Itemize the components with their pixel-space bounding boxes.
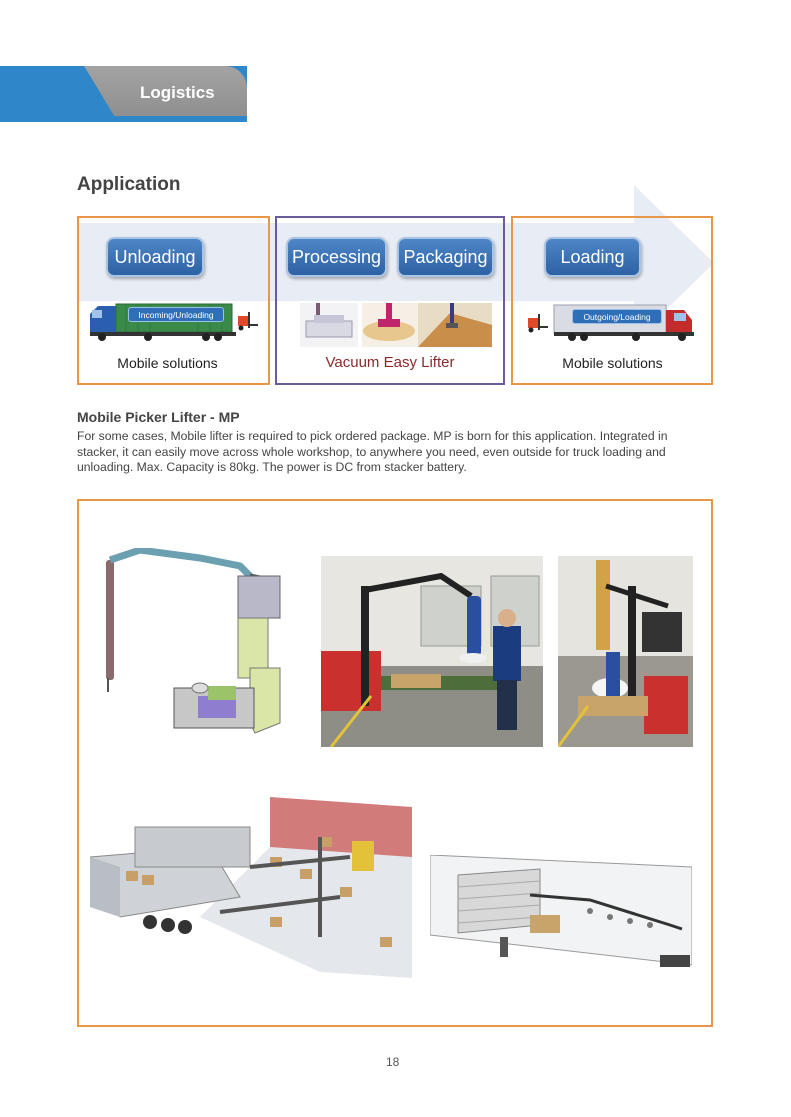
loading-label: Loading bbox=[544, 237, 641, 277]
product-description: For some cases, Mobile lifter is required to pick ordered package. MP is born for this application. Integrated in stacker, it can easily move across whole workshop, to anywhere you need, even outside for truck loading and unloading. Max. Capacity is 80kg. The power is DC from stacker battery. bbox=[77, 429, 668, 475]
picker-lifter-photo-1 bbox=[321, 556, 543, 747]
incoming-truck-label: Incoming/Unloading bbox=[128, 307, 224, 322]
caption-mobile-solutions-left: Mobile solutions bbox=[117, 355, 218, 371]
packaging-label: Packaging bbox=[397, 237, 494, 277]
vacuum-lifter-illustrations bbox=[300, 303, 492, 347]
product-title: Mobile Picker Lifter - MP bbox=[77, 409, 240, 425]
caption-mobile-solutions-right: Mobile solutions bbox=[562, 355, 663, 371]
picker-lifter-cad-image bbox=[100, 548, 285, 743]
picker-lifter-photo-2 bbox=[558, 556, 693, 747]
page-number: 18 bbox=[386, 1055, 400, 1069]
outgoing-truck-label: Outgoing/Loading bbox=[572, 309, 662, 324]
processing-label: Processing bbox=[286, 237, 387, 277]
unloading-label: Unloading bbox=[106, 237, 204, 277]
caption-vacuum-easy-lifter: Vacuum Easy Lifter bbox=[325, 354, 455, 371]
section-title: Application bbox=[77, 174, 181, 195]
truck-loading-illustration bbox=[430, 855, 692, 970]
header-title: Logistics bbox=[140, 83, 215, 102]
warehouse-loading-illustration bbox=[90, 797, 412, 978]
